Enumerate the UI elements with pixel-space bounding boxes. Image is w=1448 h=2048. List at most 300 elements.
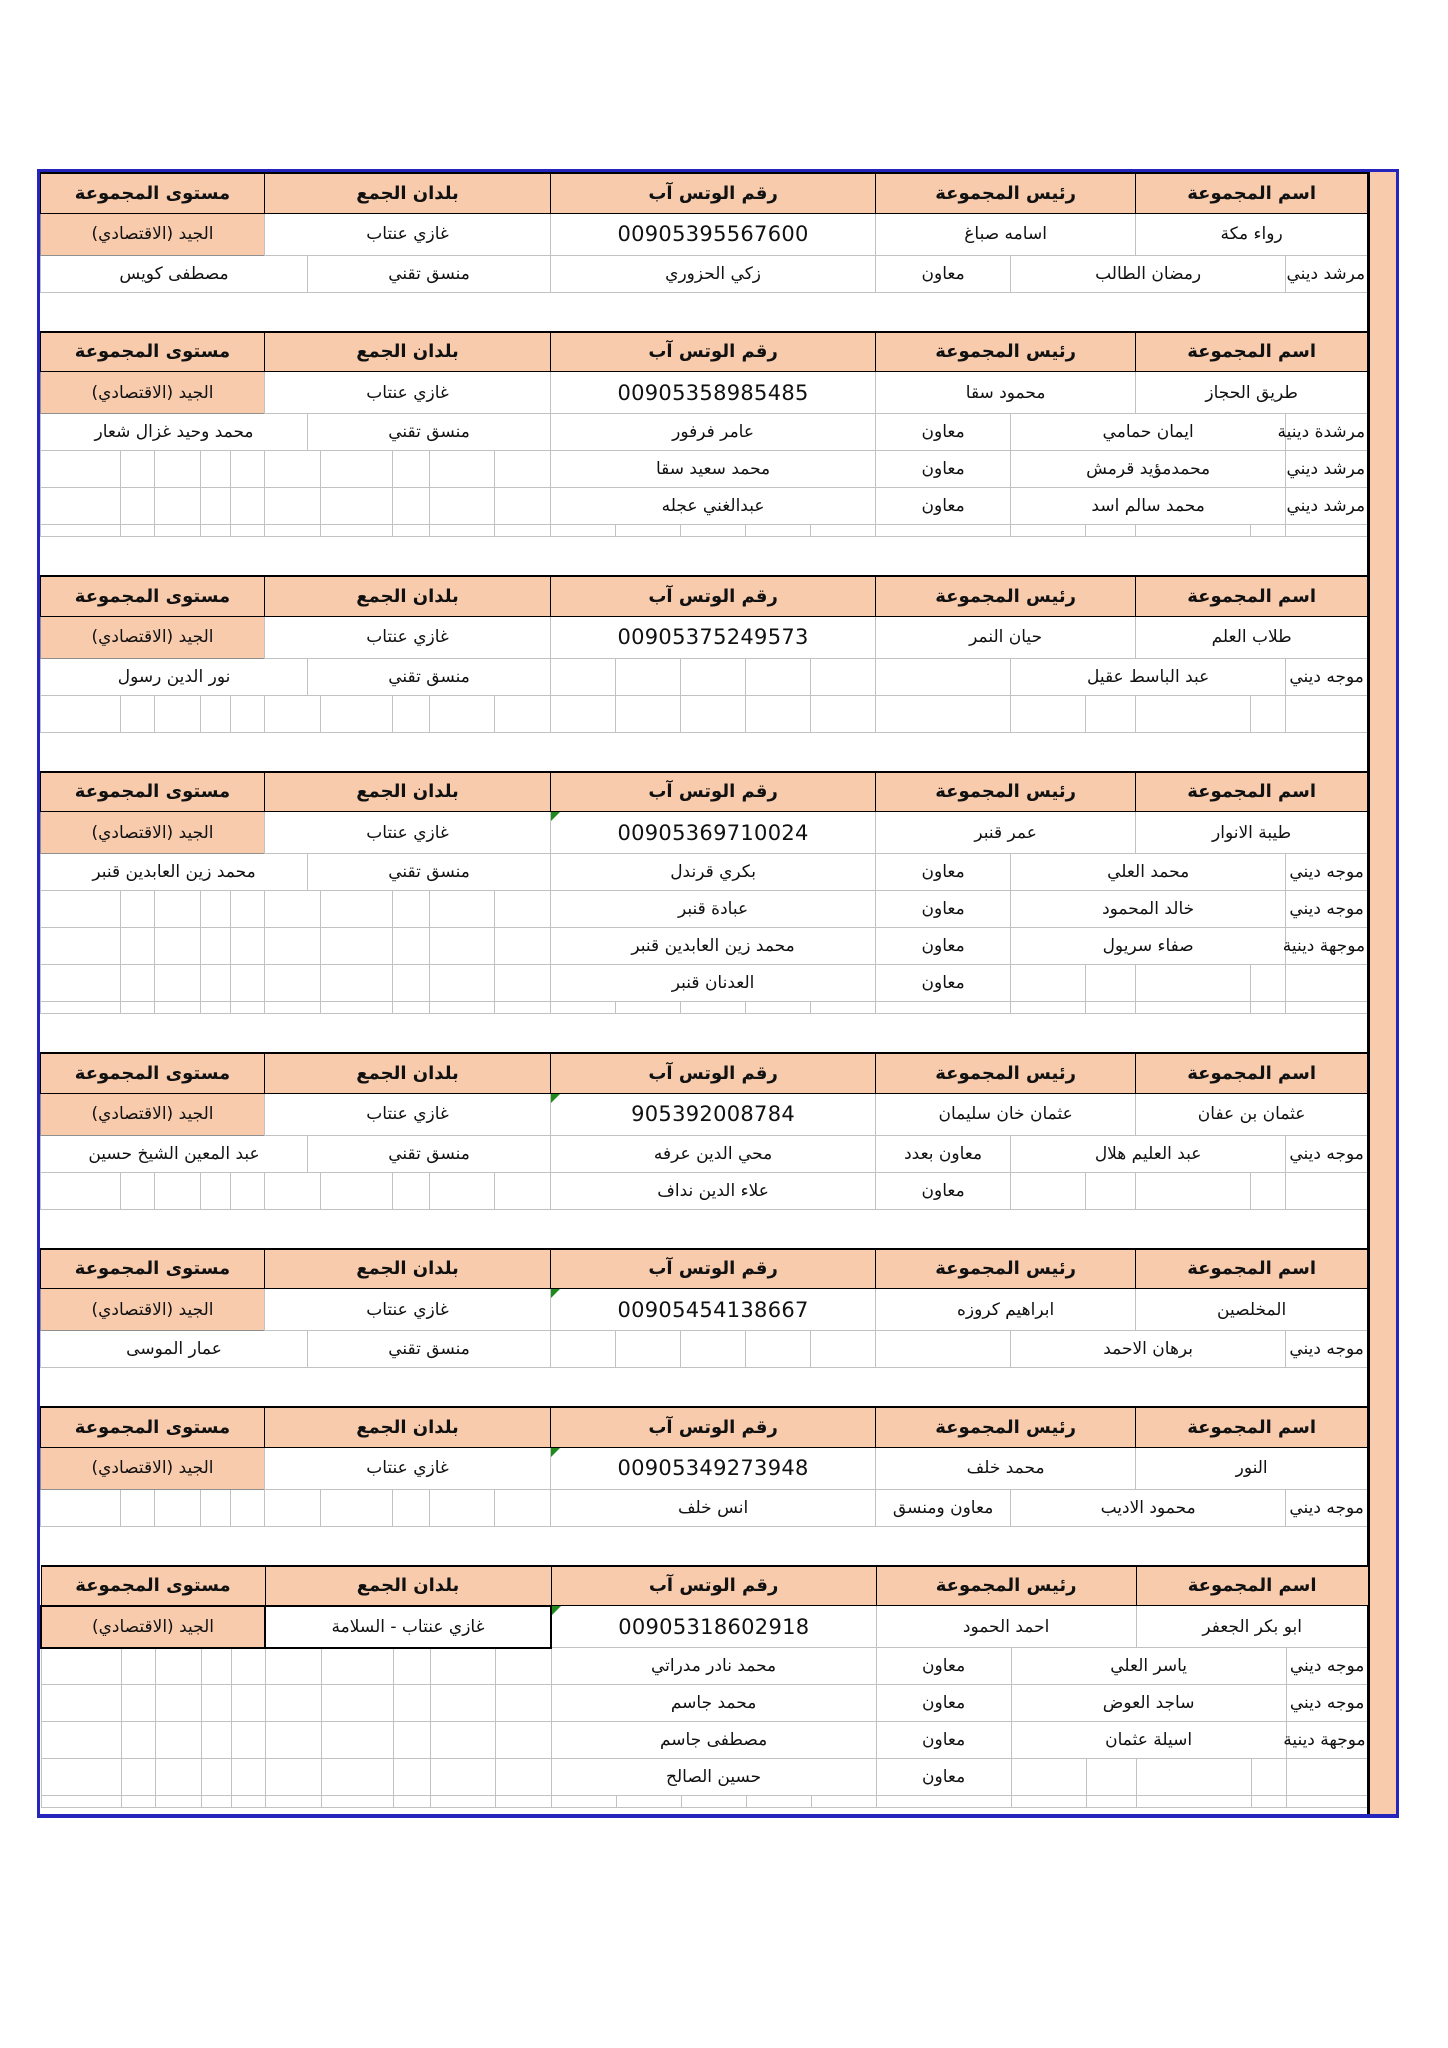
cell-empty — [155, 928, 201, 965]
cell-empty — [121, 1722, 155, 1759]
cell-empty — [1011, 695, 1086, 732]
cell-empty — [876, 525, 1011, 537]
cell-empty — [155, 525, 201, 537]
cell-empty — [121, 928, 155, 965]
cell-group-level: الجيد (الاقتصادي) — [41, 213, 265, 255]
cell-empty — [41, 1759, 121, 1796]
table-row — [41, 173, 1368, 213]
cell-empty — [1286, 1172, 1368, 1209]
cell-empty — [121, 1648, 155, 1685]
cell-empty — [495, 488, 551, 525]
cell-header-countries: بلدان الجمع — [265, 1249, 551, 1289]
cell-empty — [321, 1172, 393, 1209]
cell-staff-role: موجه ديني — [1286, 1135, 1368, 1172]
cell-staff-name: محمدمؤيد قرمش — [1011, 451, 1286, 488]
cell-empty — [616, 695, 681, 732]
cell-empty — [41, 525, 121, 537]
cell-empty — [876, 695, 1011, 732]
cell-header-whatsapp: رقم الوتس آب — [551, 1249, 876, 1289]
cell-staff-phone-name: حسين الصالح — [551, 1759, 876, 1796]
cell-empty — [430, 1172, 495, 1209]
cell-empty — [393, 695, 430, 732]
cell-empty — [551, 1331, 616, 1368]
cell-empty — [393, 525, 430, 537]
cell-header-whatsapp: رقم الوتس آب — [551, 332, 876, 372]
cell-whatsapp-number: 00905375249573 — [551, 616, 876, 658]
cell-empty — [1136, 1759, 1251, 1796]
cell-staff-name: خالد المحمود — [1011, 891, 1286, 928]
cell-header-level: مستوى المجموعة — [41, 1566, 265, 1606]
group-block — [40, 172, 1368, 293]
cell-staff-role: موجهة دينية — [1286, 1722, 1368, 1759]
right-peach-strip — [1370, 172, 1396, 1814]
cell-header-group-name: اسم المجموعة — [1136, 173, 1368, 213]
cell-header-group-name: اسم المجموعة — [1136, 332, 1368, 372]
text-format-flag-icon — [551, 812, 560, 821]
cell-empty — [321, 695, 393, 732]
cell-staff-left-name: عمار الموسى — [41, 1331, 308, 1368]
cell-empty — [876, 658, 1011, 695]
cell-empty — [265, 1648, 321, 1685]
cell-empty — [1286, 1759, 1368, 1796]
cell-staff-phone-name: محي الدين عرفه — [551, 1135, 876, 1172]
cell-empty — [1086, 965, 1136, 1002]
cell-empty — [811, 658, 876, 695]
cell-empty — [265, 965, 321, 1002]
cell-staff-left-name: عبد المعين الشيخ حسين — [41, 1135, 308, 1172]
cell-empty — [155, 1489, 201, 1526]
table-row — [41, 772, 1368, 812]
table-row — [41, 1172, 1368, 1209]
cell-staff-name: عبد الباسط عقيل — [1011, 658, 1286, 695]
table-row — [41, 1331, 1368, 1368]
cell-empty — [321, 1796, 393, 1808]
cell-header-level: مستوى المجموعة — [41, 1053, 265, 1093]
cell-empty — [321, 525, 393, 537]
cell-empty — [430, 1489, 495, 1526]
cell-header-level: مستوى المجموعة — [41, 173, 265, 213]
cell-empty — [321, 1648, 393, 1685]
cell-staff-role: موجه ديني — [1286, 1489, 1368, 1526]
cell-empty — [321, 1759, 393, 1796]
group-block — [40, 1565, 1369, 1809]
table-row — [41, 1566, 1368, 1606]
cell-empty — [1251, 1172, 1286, 1209]
cell-empty — [155, 1002, 201, 1014]
cell-staff-left-name: نور الدين رسول — [41, 658, 308, 695]
cell-group-name: ابو بكر الجعفر — [1136, 1606, 1368, 1648]
cell-empty — [41, 1685, 121, 1722]
cell-empty — [155, 1685, 201, 1722]
cell-empty — [495, 1489, 551, 1526]
cell-empty — [41, 451, 121, 488]
cell-empty — [121, 1002, 155, 1014]
cell-empty — [393, 1648, 430, 1685]
cell-empty — [321, 928, 393, 965]
cell-empty — [265, 695, 321, 732]
cell-empty — [495, 1648, 551, 1685]
cell-empty — [155, 1796, 201, 1808]
cell-empty — [155, 891, 201, 928]
text-format-flag-icon — [551, 1094, 560, 1103]
cell-empty — [121, 1172, 155, 1209]
text-format-flag-icon — [551, 1289, 560, 1298]
cell-staff-role: مرشد ديني — [1286, 488, 1368, 525]
cell-empty — [393, 1172, 430, 1209]
cell-header-countries: بلدان الجمع — [265, 1407, 551, 1447]
cell-empty — [231, 451, 265, 488]
cell-empty — [1011, 1759, 1086, 1796]
cell-staff-name: محمد سالم اسد — [1011, 488, 1286, 525]
cell-empty — [201, 1759, 231, 1796]
cell-empty — [41, 1002, 121, 1014]
cell-empty — [121, 695, 155, 732]
cell-empty — [231, 928, 265, 965]
cell-header-group-head: رئيس المجموعة — [876, 576, 1136, 616]
cell-empty — [155, 451, 201, 488]
cell-staff-coordinator: منسق تقني — [308, 658, 551, 695]
table-row — [41, 414, 1368, 451]
cell-empty — [393, 891, 430, 928]
cell-empty — [1086, 1002, 1136, 1014]
cell-empty — [1136, 695, 1251, 732]
cell-header-countries: بلدان الجمع — [265, 173, 551, 213]
cell-group-name: طريق الحجاز — [1136, 372, 1368, 414]
cell-whatsapp-number: 00905318602918 — [551, 1606, 876, 1648]
cell-empty — [681, 525, 746, 537]
cell-staff-name: ايمان حمامي — [1011, 414, 1286, 451]
cell-empty — [430, 965, 495, 1002]
cell-empty — [121, 488, 155, 525]
cell-empty — [876, 1002, 1011, 1014]
cell-staff-tag: معاون — [876, 255, 1011, 292]
cell-staff-coordinator: منسق تقني — [308, 1331, 551, 1368]
cell-staff-role: موجه ديني — [1286, 1685, 1368, 1722]
cell-empty — [430, 1648, 495, 1685]
table-row — [41, 1796, 1368, 1808]
cell-staff-name: ياسر العلي — [1011, 1648, 1286, 1685]
cell-empty — [1011, 525, 1086, 537]
cell-empty — [201, 1172, 231, 1209]
cell-empty — [201, 451, 231, 488]
cell-empty — [811, 1331, 876, 1368]
cell-empty — [201, 928, 231, 965]
cell-empty — [121, 1489, 155, 1526]
cell-group-level: الجيد (الاقتصادي) — [41, 1093, 265, 1135]
cell-empty — [616, 658, 681, 695]
cell-empty — [41, 488, 121, 525]
table-row — [41, 891, 1368, 928]
cell-empty — [1011, 1172, 1086, 1209]
cell-group-name: عثمان بن عفان — [1136, 1093, 1368, 1135]
cell-empty — [41, 965, 121, 1002]
cell-empty — [430, 1722, 495, 1759]
cell-staff-name: صفاء سريول — [1011, 928, 1286, 965]
cell-empty — [430, 1796, 495, 1808]
cell-header-group-head: رئيس المجموعة — [876, 1053, 1136, 1093]
cell-empty — [811, 695, 876, 732]
cell-staff-coordinator: منسق تقني — [308, 414, 551, 451]
cell-empty — [430, 1685, 495, 1722]
cell-empty — [1086, 1172, 1136, 1209]
cell-empty — [551, 525, 616, 537]
cell-collection-country: غازي عنتاب — [265, 1289, 551, 1331]
cell-empty — [155, 1722, 201, 1759]
cell-empty — [41, 891, 121, 928]
cell-empty — [430, 488, 495, 525]
cell-header-group-head: رئيس المجموعة — [876, 173, 1136, 213]
cell-empty — [430, 451, 495, 488]
cell-staff-tag: معاون — [876, 1722, 1011, 1759]
cell-empty — [811, 1796, 876, 1808]
cell-empty — [121, 525, 155, 537]
cell-empty — [41, 1489, 121, 1526]
text-format-flag-icon — [552, 1606, 561, 1615]
cell-collection-country: غازي عنتاب — [265, 812, 551, 854]
table-row — [41, 1053, 1368, 1093]
cell-empty — [393, 1489, 430, 1526]
cell-staff-role: موجه ديني — [1286, 1648, 1368, 1685]
cell-staff-name: اسيلة عثمان — [1011, 1722, 1286, 1759]
cell-group-head: عمر قنبر — [876, 812, 1136, 854]
cell-staff-left-name: محمد وحيد غزال شعار — [41, 414, 308, 451]
cell-staff-tag: معاون — [876, 1172, 1011, 1209]
cell-header-whatsapp: رقم الوتس آب — [551, 1053, 876, 1093]
table-row — [41, 1002, 1368, 1014]
cell-group-head: اسامه صباغ — [876, 213, 1136, 255]
cell-empty — [41, 1722, 121, 1759]
group-block — [40, 1052, 1368, 1210]
cell-header-countries: بلدان الجمع — [265, 1053, 551, 1093]
cell-empty — [41, 1648, 121, 1685]
cell-collection-country: غازي عنتاب - السلامة — [265, 1606, 551, 1648]
cell-staff-phone-name: مصطفى جاسم — [551, 1722, 876, 1759]
cell-whatsapp-number: 905392008784 — [551, 1093, 876, 1135]
cell-header-countries: بلدان الجمع — [265, 576, 551, 616]
cell-header-whatsapp: رقم الوتس آب — [551, 576, 876, 616]
cell-empty — [1286, 1796, 1368, 1808]
cell-empty — [393, 965, 430, 1002]
cell-empty — [746, 1002, 811, 1014]
cell-collection-country: غازي عنتاب — [265, 1093, 551, 1135]
cell-empty — [121, 451, 155, 488]
cell-staff-tag: معاون — [876, 1648, 1011, 1685]
cell-header-group-name: اسم المجموعة — [1136, 1407, 1368, 1447]
cell-header-whatsapp: رقم الوتس آب — [551, 173, 876, 213]
cell-staff-phone-name: محمد جاسم — [551, 1685, 876, 1722]
cell-header-whatsapp: رقم الوتس آب — [551, 772, 876, 812]
table-row — [41, 616, 1368, 658]
cell-empty — [121, 891, 155, 928]
cell-empty — [1136, 1002, 1251, 1014]
cell-empty — [231, 1722, 265, 1759]
cell-empty — [393, 488, 430, 525]
cell-empty — [265, 1489, 321, 1526]
cell-empty — [155, 488, 201, 525]
cell-empty — [121, 1685, 155, 1722]
cell-staff-phone-name: انس خلف — [551, 1489, 876, 1526]
cell-header-level: مستوى المجموعة — [41, 772, 265, 812]
cell-header-countries: بلدان الجمع — [265, 332, 551, 372]
table-content — [40, 172, 1367, 1814]
cell-empty — [201, 1722, 231, 1759]
cell-empty — [616, 1796, 681, 1808]
cell-empty — [616, 1331, 681, 1368]
cell-empty — [1251, 1002, 1286, 1014]
cell-header-group-name: اسم المجموعة — [1136, 1053, 1368, 1093]
cell-empty — [876, 1796, 1011, 1808]
cell-empty — [1086, 695, 1136, 732]
table-row — [41, 854, 1368, 891]
cell-empty — [616, 1002, 681, 1014]
cell-empty — [265, 1172, 321, 1209]
cell-empty — [616, 525, 681, 537]
cell-header-level: مستوى المجموعة — [41, 1407, 265, 1447]
cell-empty — [321, 965, 393, 1002]
cell-empty — [551, 1796, 616, 1808]
cell-empty — [681, 1796, 746, 1808]
cell-staff-phone-name: بكري قرندل — [551, 854, 876, 891]
table-row — [41, 1489, 1368, 1526]
cell-empty — [1086, 525, 1136, 537]
cell-staff-role: مرشدة دينية — [1286, 414, 1368, 451]
cell-group-level: الجيد (الاقتصادي) — [41, 812, 265, 854]
cell-empty — [1286, 965, 1368, 1002]
cell-empty — [265, 525, 321, 537]
cell-empty — [231, 891, 265, 928]
cell-empty — [41, 1172, 121, 1209]
cell-empty — [201, 1489, 231, 1526]
cell-staff-left-name: مصطفى كويس — [41, 255, 308, 292]
cell-empty — [121, 1759, 155, 1796]
cell-empty — [430, 891, 495, 928]
cell-staff-phone-name: عبادة قنبر — [551, 891, 876, 928]
cell-empty — [1086, 1759, 1136, 1796]
cell-staff-name: محمد العلي — [1011, 854, 1286, 891]
cell-empty — [41, 1796, 121, 1808]
cell-empty — [321, 1722, 393, 1759]
cell-collection-country: غازي عنتاب — [265, 213, 551, 255]
cell-header-level: مستوى المجموعة — [41, 576, 265, 616]
cell-empty — [231, 525, 265, 537]
table-row — [41, 928, 1368, 965]
cell-staff-phone-name: عامر فرفور — [551, 414, 876, 451]
cell-staff-role: مرشد ديني — [1286, 451, 1368, 488]
cell-empty — [321, 1685, 393, 1722]
cell-empty — [495, 965, 551, 1002]
cell-staff-role: موجه ديني — [1286, 1331, 1368, 1368]
cell-empty — [681, 1002, 746, 1014]
cell-empty — [811, 525, 876, 537]
cell-empty — [1251, 525, 1286, 537]
cell-empty — [265, 451, 321, 488]
table-row — [41, 1289, 1368, 1331]
cell-empty — [681, 1331, 746, 1368]
table-row — [41, 812, 1368, 854]
cell-empty — [201, 965, 231, 1002]
cell-group-name: رواء مكة — [1136, 213, 1368, 255]
group-block — [40, 575, 1368, 733]
cell-header-group-name: اسم المجموعة — [1136, 1249, 1368, 1289]
table-row — [41, 576, 1368, 616]
cell-header-group-head: رئيس المجموعة — [876, 332, 1136, 372]
cell-staff-tag: معاون — [876, 965, 1011, 1002]
cell-empty — [155, 695, 201, 732]
cell-group-head: ابراهيم كروزه — [876, 1289, 1136, 1331]
cell-empty — [201, 1685, 231, 1722]
cell-staff-tag: معاون — [876, 1685, 1011, 1722]
cell-empty — [495, 1002, 551, 1014]
cell-empty — [430, 928, 495, 965]
cell-empty — [265, 1002, 321, 1014]
cell-empty — [811, 1002, 876, 1014]
cell-staff-phone-name: محمد نادر مدراتي — [551, 1648, 876, 1685]
cell-group-level: الجيد (الاقتصادي) — [41, 1606, 265, 1648]
cell-staff-tag: معاون — [876, 1759, 1011, 1796]
cell-empty — [201, 1648, 231, 1685]
cell-empty — [495, 1685, 551, 1722]
cell-group-head: احمد الحمود — [876, 1606, 1136, 1648]
cell-empty — [1011, 965, 1086, 1002]
group-block — [40, 331, 1368, 538]
cell-empty — [1251, 965, 1286, 1002]
cell-empty — [201, 695, 231, 732]
table-row — [41, 488, 1368, 525]
table-row — [41, 695, 1368, 732]
cell-group-head: عثمان خان سليمان — [876, 1093, 1136, 1135]
cell-whatsapp-number: 00905454138667 — [551, 1289, 876, 1331]
cell-header-whatsapp: رقم الوتس آب — [551, 1566, 876, 1606]
cell-empty — [121, 1796, 155, 1808]
cell-whatsapp-number: 00905349273948 — [551, 1447, 876, 1489]
cell-collection-country: غازي عنتاب — [265, 616, 551, 658]
table-row — [41, 372, 1368, 414]
cell-empty — [430, 1759, 495, 1796]
cell-empty — [393, 1685, 430, 1722]
cell-empty — [681, 658, 746, 695]
cell-empty — [265, 928, 321, 965]
table-row — [41, 658, 1368, 695]
table-row — [41, 1606, 1368, 1648]
cell-empty — [231, 488, 265, 525]
cell-empty — [495, 451, 551, 488]
cell-empty — [393, 928, 430, 965]
cell-header-group-head: رئيس المجموعة — [876, 1407, 1136, 1447]
cell-empty — [1136, 965, 1251, 1002]
cell-empty — [155, 1759, 201, 1796]
cell-empty — [393, 1722, 430, 1759]
cell-empty — [231, 965, 265, 1002]
cell-empty — [876, 1331, 1011, 1368]
table-row — [41, 255, 1368, 292]
table-row — [41, 451, 1368, 488]
cell-whatsapp-number: 00905358985485 — [551, 372, 876, 414]
cell-header-countries: بلدان الجمع — [265, 772, 551, 812]
cell-empty — [121, 965, 155, 1002]
cell-staff-phone-name: محمد سعيد سقا — [551, 451, 876, 488]
cell-empty — [201, 525, 231, 537]
worksheet-print-area — [37, 169, 1399, 1818]
cell-empty — [265, 1796, 321, 1808]
table-row — [41, 525, 1368, 537]
cell-staff-name: عبد العليم هلال — [1011, 1135, 1286, 1172]
cell-group-head: حيان النمر — [876, 616, 1136, 658]
table-row — [41, 332, 1368, 372]
cell-collection-country: غازي عنتاب — [265, 1447, 551, 1489]
cell-empty — [393, 451, 430, 488]
cell-empty — [231, 1648, 265, 1685]
cell-empty — [1136, 1796, 1251, 1808]
